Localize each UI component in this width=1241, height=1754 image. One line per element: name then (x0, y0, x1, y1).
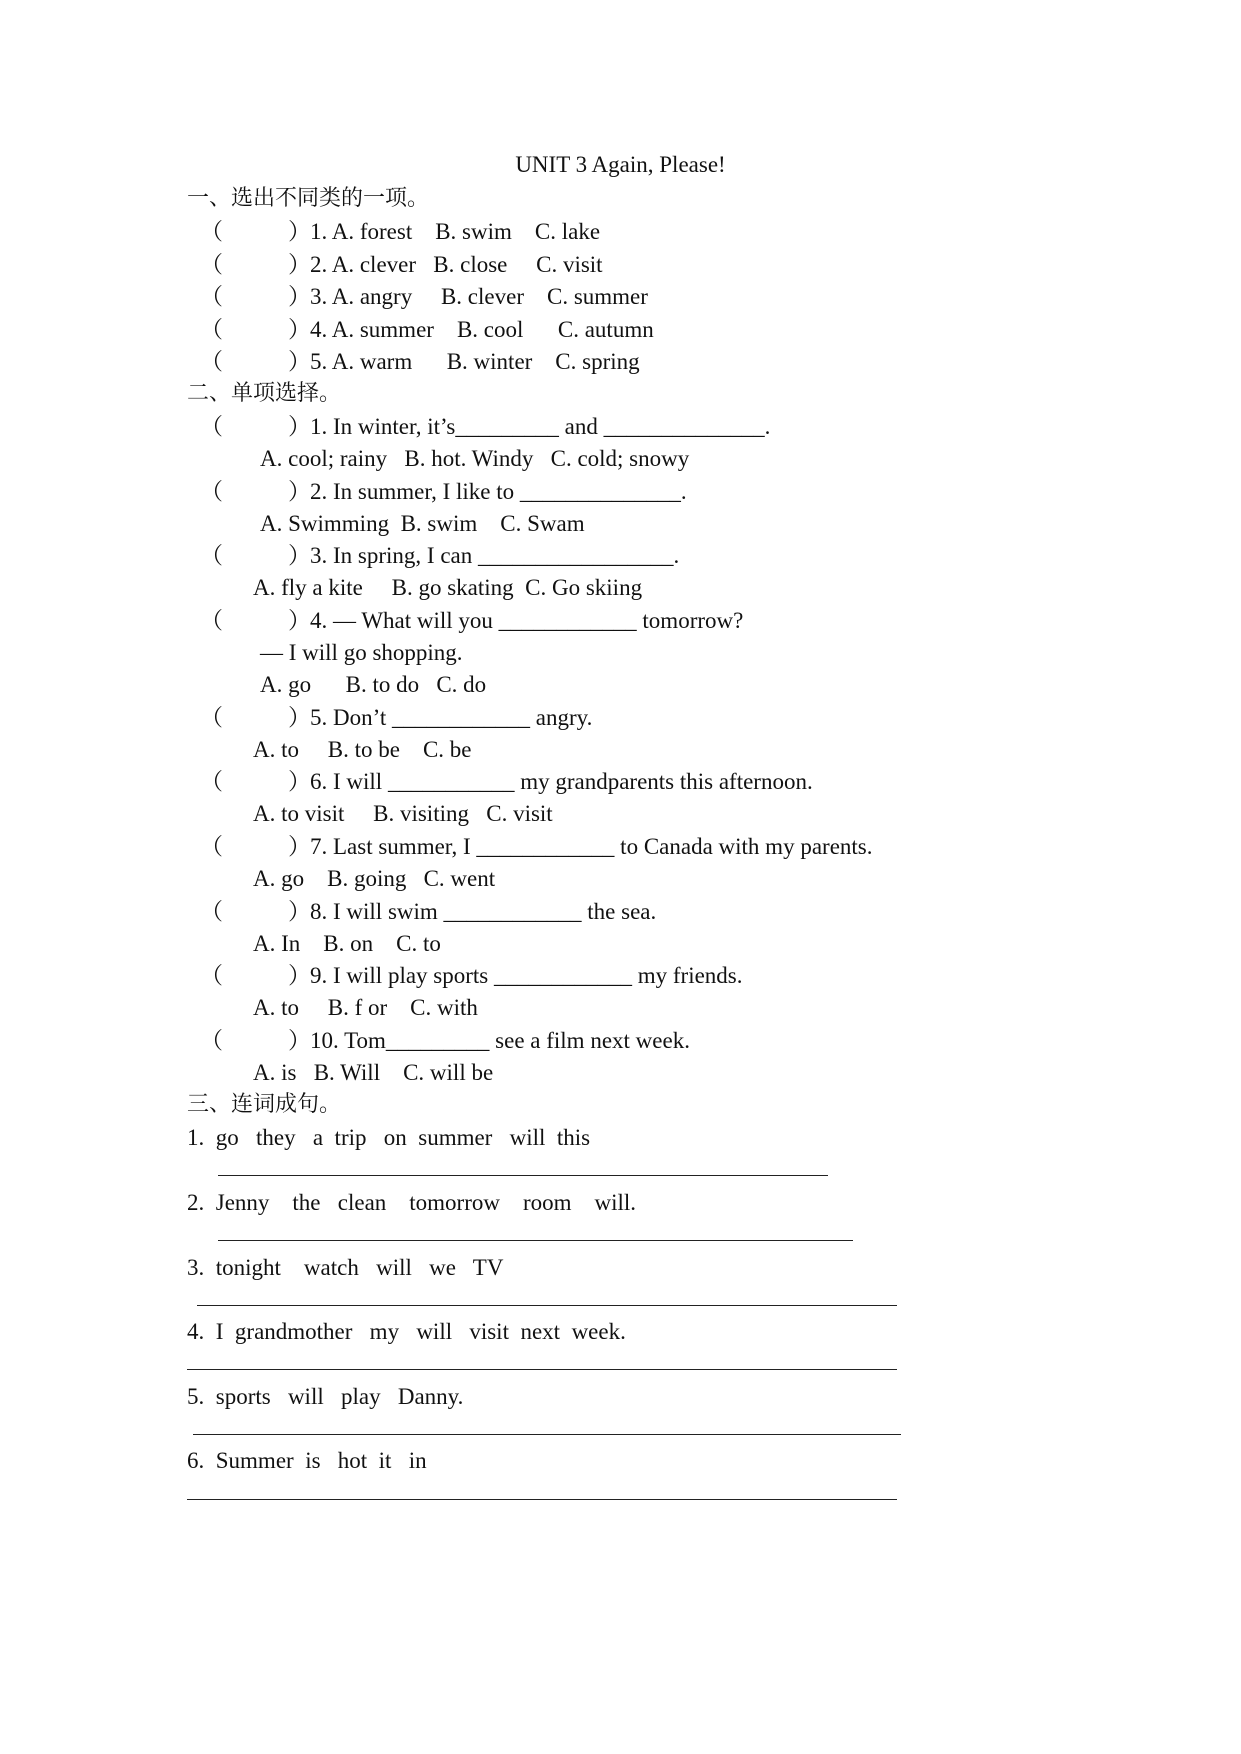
s3-word-list: 3. tonight watch will we TV (187, 1255, 504, 1280)
s2-options: A. Swimming B. swim C. Swam (260, 511, 585, 536)
s2-options: A. fly a kite B. go skating C. Go skiing (253, 575, 643, 600)
paren-open: （ (200, 963, 223, 988)
s3-answer-line (193, 1434, 901, 1435)
paren-open: （ (200, 1028, 223, 1053)
s2-options: A. to B. f or C. with (253, 995, 478, 1020)
s2-question-text: 8. I will swim ____________ the sea. (310, 899, 657, 924)
s3-word-list: 6. Summer is hot it in (187, 1448, 427, 1473)
paren-open: （ (200, 543, 223, 568)
s2-options: A. In B. on C. to (253, 931, 441, 956)
s3-word-list: 2. Jenny the clean tomorrow room will. (187, 1190, 637, 1215)
paren-close: ） (288, 769, 311, 794)
s3-word-list: 4. I grandmother my will visit next week. (187, 1319, 626, 1344)
s2-options: A. is B. Will C. will be (253, 1060, 494, 1085)
paren-open: （ (200, 219, 223, 244)
paren-open: （ (200, 252, 223, 277)
s1-question-text: 2. A. clever B. close C. visit (310, 252, 603, 277)
paren-open: （ (200, 414, 223, 439)
paren-close: ） (288, 1028, 311, 1053)
paren-open: （ (200, 349, 223, 374)
s2-options: A. cool; rainy B. hot. Windy C. cold; snowy (260, 446, 690, 471)
paren-close: ） (288, 479, 311, 504)
paren-open: （ (200, 479, 223, 504)
s3-answer-line (187, 1499, 897, 1500)
s2-options: A. go B. going C. went (253, 866, 496, 891)
paren-close: ） (288, 252, 311, 277)
s2-options: A. to B. to be C. be (253, 737, 472, 762)
paren-open: （ (200, 899, 223, 924)
paren-close: ） (288, 284, 311, 309)
paren-close: ） (288, 705, 311, 730)
paren-close: ） (288, 608, 311, 633)
s1-question-text: 5. A. warm B. winter C. spring (310, 349, 640, 374)
s3-answer-line (187, 1369, 897, 1370)
s1-question-text: 1. A. forest B. swim C. lake (310, 219, 601, 244)
paren-close: ） (288, 414, 311, 439)
s2-question-text: 6. I will ___________ my grandparents this afternoon. (310, 769, 813, 794)
paren-open: （ (200, 608, 223, 633)
s2-answer-line: — I will go shopping. (260, 640, 463, 665)
paren-close: ） (288, 543, 311, 568)
paren-open: （ (200, 317, 223, 342)
s2-question-text: 2. In summer, I like to ______________. (310, 479, 687, 504)
s2-question-text: 10. Tom_________ see a film next week. (310, 1028, 690, 1053)
paren-open: （ (200, 834, 223, 859)
paren-close: ） (288, 834, 311, 859)
s2-question-text: 4. — What will you ____________ tomorrow? (310, 608, 744, 633)
s3-word-list: 5. sports will play Danny. (187, 1384, 464, 1409)
section-2-heading: 二、单项选择。 (187, 381, 342, 406)
paren-open: （ (200, 769, 223, 794)
s3-word-list: 1. go they a trip on summer will this (187, 1125, 591, 1150)
paren-close: ） (288, 317, 311, 342)
s3-answer-line (197, 1305, 897, 1306)
s3-answer-line (218, 1240, 853, 1241)
section-1-heading: 一、选出不同类的一项。 (187, 186, 430, 211)
s2-question-text: 5. Don’t ____________ angry. (310, 705, 593, 730)
s2-options: A. to visit B. visiting C. visit (253, 801, 553, 826)
paren-close: ） (288, 219, 311, 244)
s2-question-text: 7. Last summer, I ____________ to Canada with my parents. (310, 834, 873, 859)
paren-close: ） (288, 899, 311, 924)
s2-question-text: 9. I will play sports ____________ my friends. (310, 963, 743, 988)
s1-question-text: 3. A. angry B. clever C. summer (310, 284, 648, 309)
s2-question-text: 1. In winter, it’s_________ and ______________. (310, 414, 771, 439)
paren-close: ） (288, 349, 311, 374)
s3-answer-line (218, 1175, 828, 1176)
paren-open: （ (200, 284, 223, 309)
s2-options: A. go B. to do C. do (260, 672, 487, 697)
paren-close: ） (288, 963, 311, 988)
paren-open: （ (200, 705, 223, 730)
page-title: UNIT 3 Again, Please! (515, 152, 726, 177)
s2-question-text: 3. In spring, I can _________________. (310, 543, 680, 568)
s1-question-text: 4. A. summer B. cool C. autumn (310, 317, 654, 342)
section-3-heading: 三、连词成句。 (187, 1092, 342, 1117)
